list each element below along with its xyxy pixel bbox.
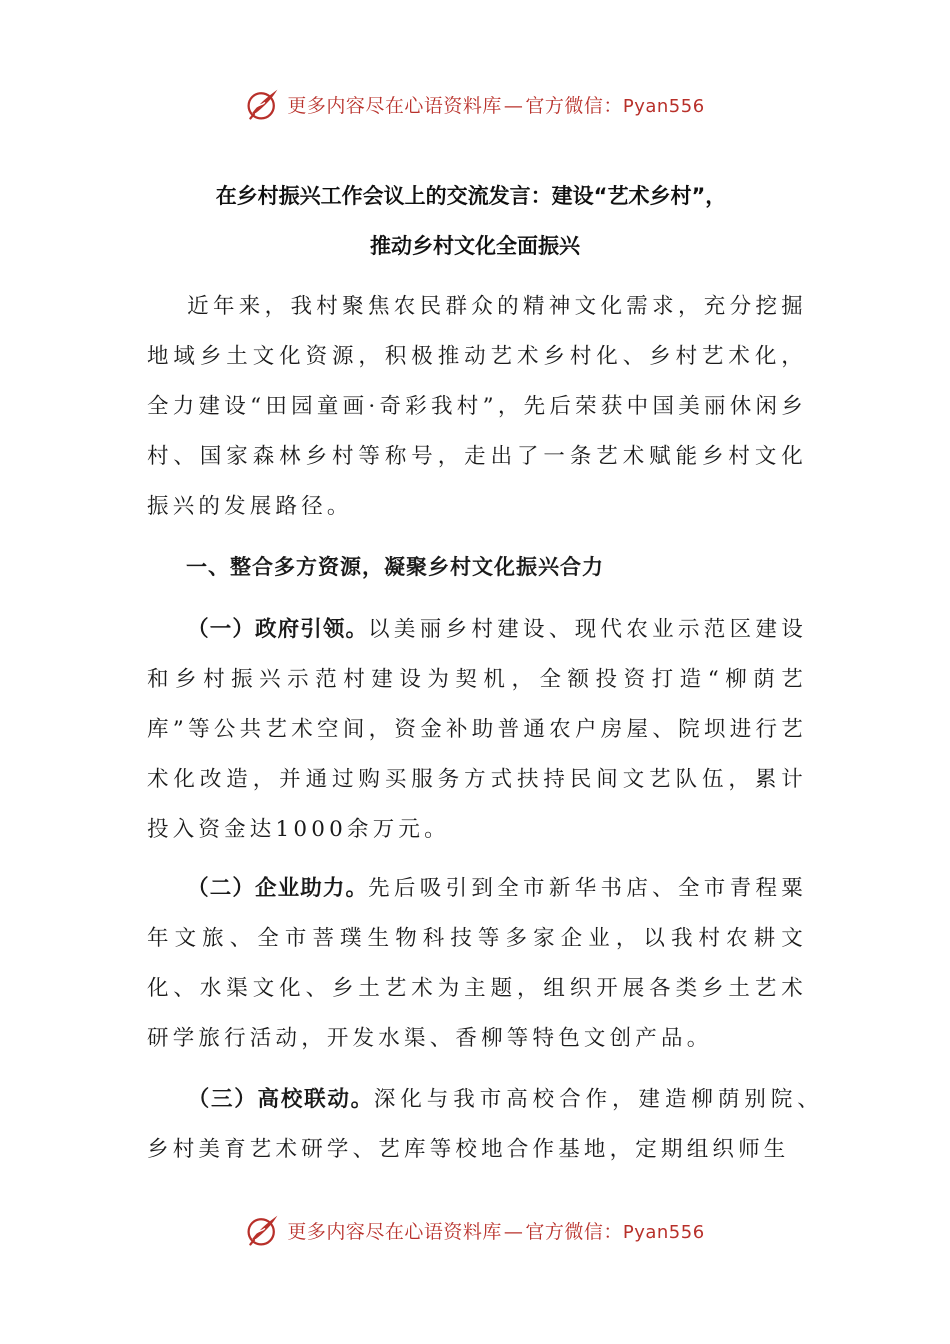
subsection-lead: （一）政府引领。 — [187, 617, 369, 642]
watermark-footer — [0, 1210, 950, 1250]
subsection-lead: （三）高校联动。 — [187, 1087, 374, 1112]
watermark-text: 更多内容尽在心语资料库 — 官方微信：Pyan556 — [287, 1220, 705, 1243]
subsection-paragraph — [147, 1075, 823, 1175]
page-title-line-2: 推动乡村文化全面振兴 — [370, 234, 580, 258]
page-title-line-1: 在乡村振兴工作会议上的交流发言：建设“艺术乡村”， — [215, 184, 727, 208]
pen-quill-icon — [245, 86, 281, 122]
pen-quill-icon — [245, 1212, 281, 1248]
subsection-lead: （二）企业助力。 — [187, 876, 369, 901]
subsection-body: 深化与我市高校合作，建造柳荫别院、乡村美育艺术研学、艺库等校地合作基地，定期组织师生 — [147, 1087, 823, 1162]
section-heading: 一、整合多方资源，凝聚乡村文化振兴合力 — [186, 555, 604, 579]
watermark-header — [0, 84, 950, 124]
subsection-paragraph — [147, 605, 807, 855]
subsection-body: 以美丽乡村建设、现代农业示范区建设和乡村振兴示范村建设为契机，全额投资打造“柳荫艺库”等公共艺术空间，资金补助普通农户房屋、院坝进行艺术化改造，并通过购买服务方式扶持民间文艺队伍，累计投入资金达1000余万元。 — [147, 617, 807, 842]
intro-paragraph: 近年来，我村聚焦农民群众的精神文化需求，充分挖掘地域乡土文化资源，积极推动艺术乡村化、乡村艺术化，全力建设“田园童画·奇彩我村”，先后荣获中国美丽休闲乡村、国家森林乡村等称号，走出了一条艺术赋能乡村文化振兴的发展路径。 — [147, 294, 807, 519]
subsection-body: 先后吸引到全市新华书店、全市青程粟年文旅、全市菩璞生物科技等多家企业，以我村农耕文化、水渠文化、乡土艺术为主题，组织开展各类乡土艺术研学旅行活动，开发水渠、香柳等特色文创产品。 — [147, 876, 807, 1051]
subsection-paragraph — [147, 864, 807, 1064]
watermark-text: 更多内容尽在心语资料库 — 官方微信：Pyan556 — [287, 94, 705, 117]
